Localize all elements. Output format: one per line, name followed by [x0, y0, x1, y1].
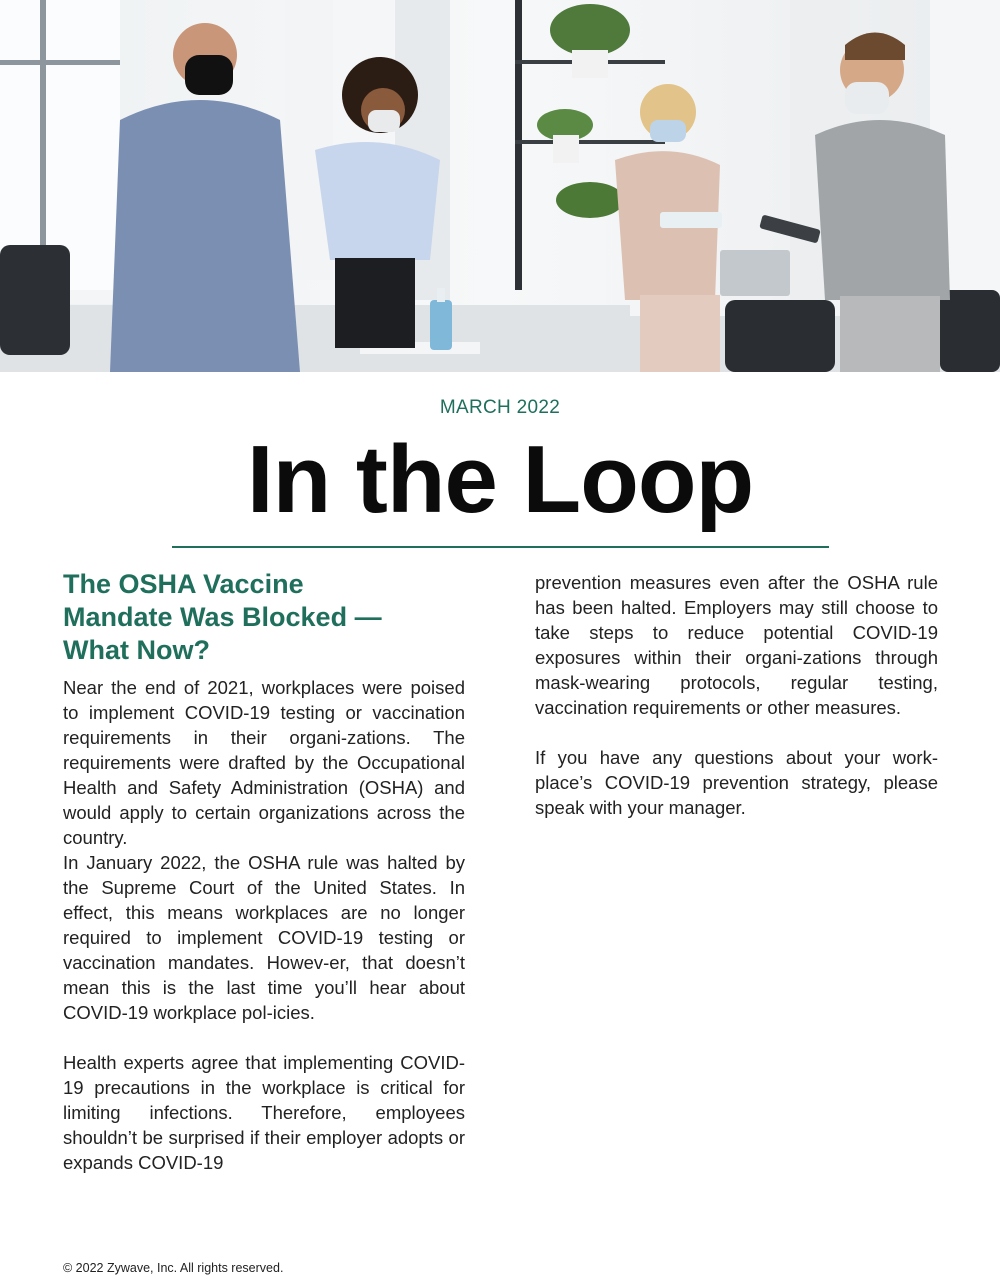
article-paragraph: prevention measures even after the OSHA rule has been halted. Employers may still choose to take steps to reduce potential COVID-19 exposures within their organi-zations through mask-wearing protocols, regular testing, vaccination requirements or other measures.	[535, 572, 938, 718]
article-left-column	[63, 568, 465, 1175]
headline-line: What Now?	[63, 635, 210, 665]
article-headline	[63, 568, 465, 667]
headline-line: Mandate Was Blocked —	[63, 602, 382, 632]
title-divider	[172, 546, 829, 548]
article-paragraph: Near the end of 2021, workplaces were poised to implement COVID-19 testing or vaccination requirements in their organi-zations. The requirements were drafted by the Occupational Health and Safety Administration (OSHA) and would apply to certain organizations across the country.	[63, 677, 465, 848]
article-paragraph: If you have any questions about your work-place’s COVID-19 prevention strategy, please speak with your manager.	[535, 747, 938, 818]
article-paragraph: In January 2022, the OSHA rule was halted by the Supreme Court of the United States. In effect, this means workplaces are no longer required to implement COVID-19 testing or vaccination mandates. Howev-er, that doesn’t mean this is the last time you’ll hear about COVID-19 workplace pol-icies.	[63, 852, 465, 1023]
article-right-column	[535, 570, 938, 820]
hero-photo	[0, 0, 1000, 372]
office-meeting-photo-icon	[0, 0, 1000, 372]
newsletter-title: In the Loop	[246, 426, 754, 533]
issue-date: MARCH 2022	[439, 397, 561, 418]
copyright-notice: © 2022 Zywave, Inc. All rights reserved.	[63, 1261, 284, 1275]
headline-line: The OSHA Vaccine	[63, 569, 304, 599]
article-paragraph: Health experts agree that implementing COVID-19 precautions in the workplace is critical for limiting infections. Therefore, employees shouldn’t be surprised if their employer adopts or expands COVID-19	[63, 1052, 465, 1173]
